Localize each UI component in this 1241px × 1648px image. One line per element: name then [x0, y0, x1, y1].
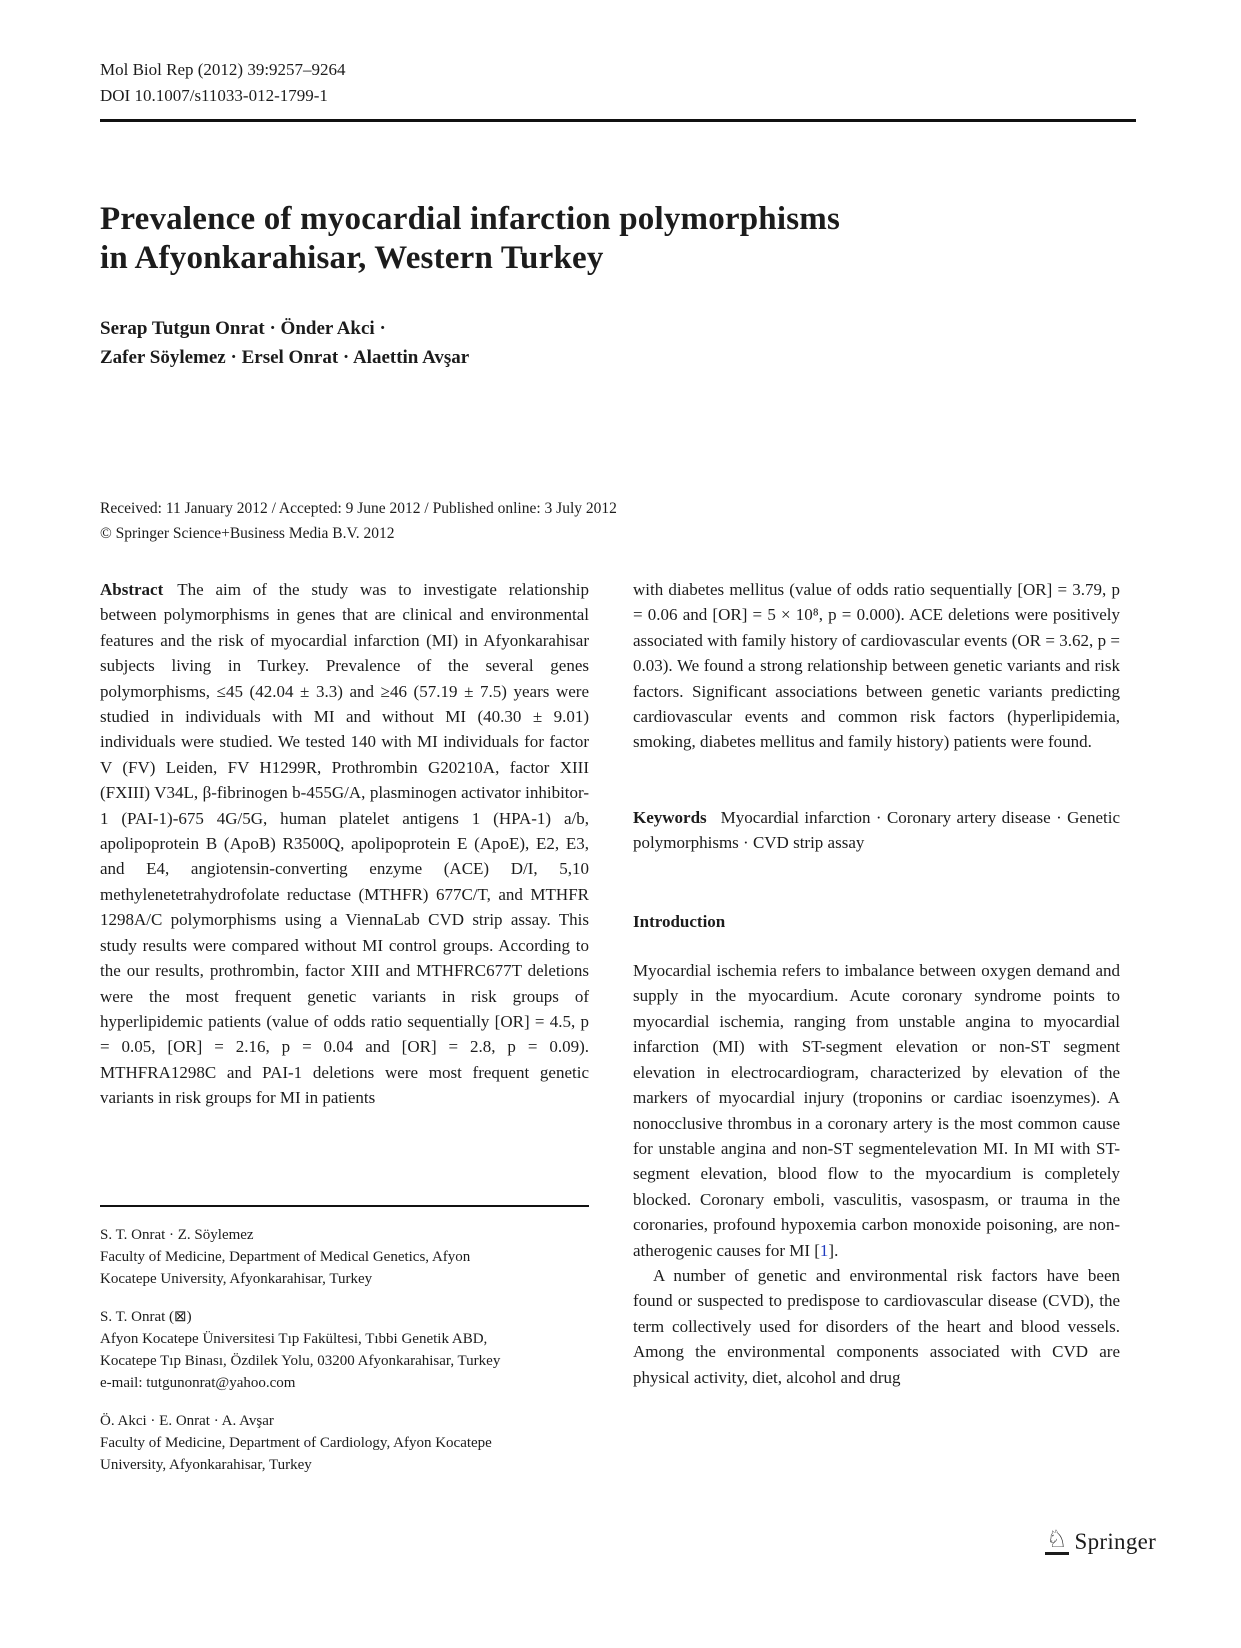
- keywords-text: Myocardial infarction · Coronary artery disease · Genetic polymorphisms · CVD strip assay: [633, 807, 1120, 853]
- footnote-names: Ö. Akci · E. Onrat · A. Avşar: [100, 1413, 274, 1429]
- corresponding-name-close: ): [186, 1309, 192, 1325]
- springer-logo: [1045, 1528, 1156, 1555]
- footnote-group-cardiology: [100, 1410, 530, 1476]
- footnote-rule: [100, 1205, 589, 1207]
- introduction-paragraph-2: A number of genetic and environmental risk factors have been found or suspected to predispose to cardiovascular disease (CVD), the term collectively used for disorders of the heart and blood vessels. Among the environmental components associated with CVD are physical activity, diet, alcohol and drug: [633, 1265, 1120, 1387]
- journal-header: [100, 57, 346, 109]
- section-heading-introduction: Introduction: [633, 911, 726, 931]
- corresponding-name: S. T. Onrat (: [100, 1309, 175, 1325]
- introduction-paragraph-1: [633, 958, 1120, 1263]
- left-column: [100, 577, 589, 1111]
- title-line-2: in Afyonkarahisar, Western Turkey: [100, 240, 604, 276]
- authors-line-2: Zafer Söylemez · Ersel Onrat · Alaettin Avşar: [100, 347, 470, 368]
- footnote-group-corresponding: [100, 1306, 530, 1394]
- abstract-text-left: The aim of the study was to investigate relationship between polymorphisms in genes that are clinical and environmental features and the risk of myocardial infarction (MI) in Afyonkarahisar subjects living in Turkey. Prevalence of the several genes polymorphisms, ≤45 (42.04 ± 3.3) and ≥46 (57.19 ± 7.5) years were studied in individuals with MI and without MI (40.30 ± 9.01) individuals were studied. We tested 140 with MI individuals for factor V (FV) Leiden, FV H1299R, Prothrombin G20210A, factor XIII (FXIII) V34L, β-fibrinogen b-455G/A, plasminogen activator inhibitor-1 (PAI-1)-675 4G/5G, human platelet antigens 1 (HPA-1) a/b, apolipoprotein B (ApoB) R3500Q, apolipoprotein E (ApoE), E2, E3, and E4, angiotensin-converting enzyme (ACE) D/I, 5,10 methylenetetrahydrofolate reductase (MTHFR) 677C/T, and MTHFR 1298A/C polymorphisms using a ViennaLab CVD strip assay. This study results were compared without MI control groups. According to the our results, prothrombin, factor XIII and MTHFRC677T deletions were the most frequent genetic variants in risk groups of hyperlipidemic patients (value of odds ratio sequentially [OR] = 4.5, p = 0.05, [OR] = 2.16, p = 0.04 and [OR] = 2.8, p = 0.09). MTHFRA1298C and PAI-1 deletions were most frequent genetic variants in risk groups for MI in patients: [100, 580, 589, 1108]
- footnote-block: [100, 1205, 589, 1492]
- author-list: [100, 314, 1000, 372]
- keywords-block: [633, 805, 1120, 856]
- abstract-text-right: with diabetes mellitus (value of odds ratio sequentially [OR] = 3.79, p = 0.06 and [OR] = 5 × 10⁸, p = 0.000). ACE deletions were positively associated with family history of cardiovascular events (OR = 3.62, p = 0.03). We found a strong relationship between genetic variants and risk factors. Significant associations between genetic variants predicting cardiovascular events and common risk factors (hyperlipidemia, smoking, diabetes mellitus and family history) patients were found.: [633, 580, 1120, 752]
- footnote-affiliation: Faculty of Medicine, Department of Medical Genetics, Afyon Kocatepe University, Afyonkarahisar, Turkey: [100, 1249, 471, 1287]
- introduction-p1-text: Myocardial ischemia refers to imbalance between oxygen demand and supply in the myocardium. Acute coronary syndrome points to myocardial ischemia, ranging from unstable angina to myocardial infarction (MI) with ST-segment elevation or non-ST segment elevation in electrocardiogram, characterized by elevation of the markers of myocardial injury (troponins or cardiac isoenzymes). A nonocclusive thrombus in a coronary artery is the most common cause for unstable angina and non-ST segmentelevation MI. In MI with ST-segment elevation, blood flow to the myocardium is completely blocked. Coronary emboli, vasculitis, vasospasm, or trauma in the coronaries, profound hypoxemia carbon monoxide poisoning, are non-atherogenic causes for MI [: [633, 961, 1120, 1260]
- footnote-affiliation: Faculty of Medicine, Department of Cardiology, Afyon Kocatepe University, Afyonkarahisar, Turkey: [100, 1435, 492, 1473]
- received-accepted-published: Received: 11 January 2012 / Accepted: 9 June 2012 / Published online: 3 July 2012: [100, 500, 617, 517]
- springer-knight-icon: ♘: [1046, 1527, 1068, 1553]
- footnote-group-genetics: [100, 1224, 530, 1290]
- reference-1-link[interactable]: 1: [819, 1240, 829, 1260]
- corresponding-address: Afyon Kocatepe Üniversitesi Tıp Fakültesi, Tıbbi Genetik ABD, Kocatepe Tıp Binası, Özdilek Yolu, 03200 Afyonkarahisar, Turkey: [100, 1331, 501, 1369]
- right-column: [633, 577, 1120, 1390]
- envelope-icon: ⊠: [174, 1309, 187, 1325]
- title-line-1: Prevalence of myocardial infarction polymorphisms: [100, 201, 841, 237]
- keywords-label: Keywords: [633, 807, 707, 827]
- introduction-p1-close: ].: [828, 1240, 839, 1260]
- abstract-paragraph: [100, 577, 589, 1111]
- footnote-names: S. T. Onrat · Z. Söylemez: [100, 1227, 254, 1243]
- corresponding-email: e-mail: tutgunonrat@yahoo.com: [100, 1375, 296, 1391]
- springer-brand-text: Springer: [1074, 1529, 1157, 1554]
- doi: DOI 10.1007/s11033-012-1799-1: [100, 86, 328, 105]
- authors-line-1: Serap Tutgun Onrat · Önder Akci ·: [100, 318, 386, 339]
- corresponding-author-line: [100, 1306, 530, 1328]
- page-title: [100, 200, 1100, 278]
- article-history: [100, 496, 1000, 546]
- abstract-label: Abstract: [100, 580, 164, 599]
- header-rule: [100, 119, 1136, 122]
- copyright-line: © Springer Science+Business Media B.V. 2012: [100, 525, 395, 542]
- journal-reference: Mol Biol Rep (2012) 39:9257–9264: [100, 60, 346, 79]
